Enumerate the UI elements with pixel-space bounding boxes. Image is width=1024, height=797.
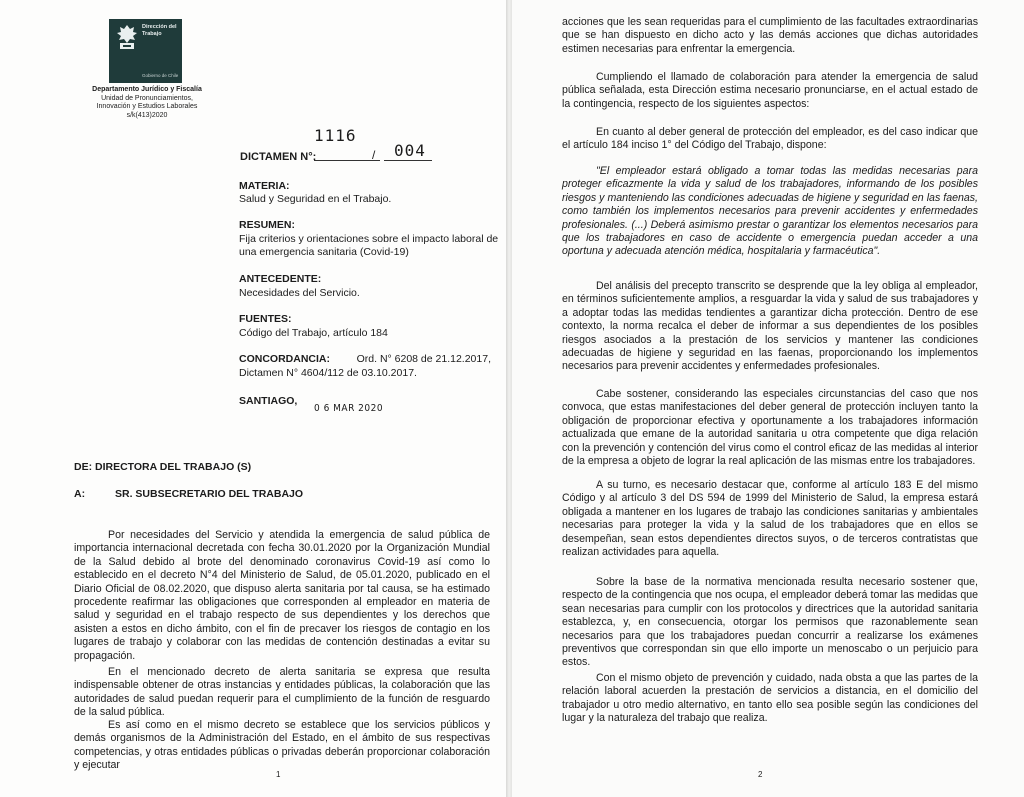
fuentes-label: FUENTES:	[239, 313, 292, 325]
date-stamp: 0 6 MAR 2020	[314, 403, 384, 414]
p2-paragraph-1: Cumpliendo el llamado de colaboración para atender la emergencia de salud pública señalada, esta Dirección estima necesario pronunciarse, en el actual estado de la contingencia, respecto de los siguientes aspectos:	[562, 71, 978, 110]
p2-paragraph-3: Del análisis del precepto transcrito se desprende que la ley obliga al empleador, en términos suficientemente amplios, a resguardar la vida y salud de sus trabajadores y a adoptar todas las medidas tendientes a garantizar dicha protección. Dentro de ese contexto, la norma recalca el deber de informar a sus dependientes de los posibles riesgos asociados a la prestación de los servicios y mantener las condiciones adecuadas de higiene y seguridad en las faenas, proporcionando los implementos necesarios para prevenir accidentes y enfermedades profesionales.	[562, 280, 978, 373]
dictamen-separator: /	[372, 148, 376, 162]
document-page-1	[0, 0, 506, 797]
page-number-2: 2	[758, 770, 763, 779]
p2-paragraph-5: A su turno, es necesario destacar que, conforme al artículo 183 E del mismo Código y al artículo 3 del DS 594 de 1999 del Ministerio de Salud, la empresa estará obligada a mantener en los lugares de trabajo las condiciones sanitarias y ambientales necesarias para proteger la vida y la salud de los trabajadores que en ellos se desempeñan, sean estos dependientes directos suyos, o de terceros contratistas que realizan actividades para aquella.	[562, 479, 978, 559]
fuentes-text: Código del Trabajo, artículo 184	[239, 327, 388, 339]
department-block	[84, 86, 210, 120]
dictamen-suffix-underline	[384, 160, 432, 161]
materia-label: MATERIA:	[239, 180, 290, 192]
page-number-1: 1	[276, 770, 281, 779]
antecedente-text: Necesidades del Servicio.	[239, 287, 360, 299]
resumen-label: RESUMEN:	[239, 219, 296, 231]
to-label: A:	[74, 488, 86, 500]
dictamen-label: DICTAMEN N°:	[240, 151, 317, 163]
to-recipient: SR. SUBSECRETARIO DEL TRABAJO	[115, 488, 304, 500]
body-paragraph-1: Por necesidades del Servicio y atendida la emergencia de salud pública de importancia internacional decretada con fecha 30.01.2020 por la Organización Mundial de la Salud debido al brote del denominado coronavirus Covid-19 así como lo establecido en el decreto N°4 del Ministerio de Salud, de 05.01.2020, publicado en el Diario Oficial de 08.02.2020, que dispuso alerta sanitaria por tal causa, se ha estimado procedente reafirmar las obligaciones que corresponden al empleador en materia de salud y seguridad en el trabajo respecto de sus dependientes y los derechos que asisten a estos en dicho ámbito, con el fin de precaver los riesgos de contagio en los lugares de trabajo y colaborar con las medidas de contención destinadas a evitar su propagación.	[74, 529, 490, 662]
department-title: Departamento Jurídico y Fiscalía	[92, 86, 202, 93]
p2-paragraph-continuation: acciones que les sean requeridas para el cumplimiento de las facultades extraordinarias que se han dispuesto en dicho acto y las demás acciones que dichas autoridades estimen necesarias para enfrentar la emergencia.	[562, 16, 978, 55]
p2-paragraph-2: En cuanto al deber general de protección del empleador, es del caso indicar que el artículo 184 inciso 1° del Código del Trabajo, dispone:	[562, 126, 978, 152]
department-code: s/k(413)2020	[126, 111, 168, 119]
antecedente-label: ANTECEDENTE:	[239, 273, 322, 285]
department-unit-line-1: Unidad de Pronunciamientos,	[101, 94, 193, 102]
coat-of-arms-icon	[114, 23, 140, 53]
dictamen-number: 1116	[314, 126, 357, 145]
body-paragraph-2: En el mencionado decreto de alerta sanitaria se expresa que resulta indispensable obtener de otras instancias y entidades públicas, la colaboración que las autoridades de salud puedan requerir para el cumplimiento de la función de resguardo de la salud pública.	[74, 666, 490, 719]
dictamen-number-underline	[314, 160, 380, 161]
dictamen-suffix: 004	[394, 141, 426, 160]
p2-paragraph-6: Sobre la base de la normativa mencionada resulta necesario sostener que, respecto de la contingencia que nos ocupa, el empleador deberá tomar las medidas que sean necesarias para cumplir con los protocolos y directrices que la autoridad sanitaria establezca, y, en consecuencia, otorgar los permisos que razonablemente sean necesarios para que los trabajadores puedan concurrir a realizarse los exámenes preventivos que correspondan sin que ello importe un menoscabo o un perjuicio para estos.	[562, 576, 978, 669]
santiago-label: SANTIAGO,	[239, 395, 298, 407]
p2-legal-quote: "El empleador estará obligado a tomar todas las medidas necesarias para proteger eficazmente la vida y salud de los trabajadores, informando de los posibles riesgos y manteniendo las condiciones adecuadas de higiene y seguridad en las faenas, como también los implementos necesarios para prevenir accidentes y enfermedades profesionales. (...) Deberá asimismo prestar o garantizar los elementos necesarios para que los trabajadores en caso de accidente o emergencia puedan acceder a una oportuna y adecuada atención médica, hospitalaria y farmacéutica".	[562, 165, 978, 258]
resumen-text-line-2: una emergencia sanitaria (Covid-19)	[239, 246, 409, 258]
from-line: DE: DIRECTORA DEL TRABAJO (S)	[74, 461, 252, 473]
p2-paragraph-7: Con el mismo objeto de prevención y cuidado, nada obsta a que las partes de la relación laboral acuerden la prestación de servicios a distancia, en el domicilio del trabajador u otro medio alternativo, en tanto ello sea posible según las condiciones del lugar y la naturaleza del trabajo que realiza.	[562, 672, 978, 725]
body-paragraph-3: Es así como en el mismo decreto se establece que los servicios públicos y demás organismos de la Administración del Estado, en el ámbito de sus respectivas competencias, y otras entidades públicas o privadas deberán proporcionar colaboración y ejecutar	[74, 719, 490, 772]
concordancia-label: CONCORDANCIA:	[239, 353, 330, 365]
logo-title: Dirección del Trabajo	[142, 24, 177, 37]
p2-paragraph-4: Cabe sostener, considerando las especiales circunstancias del caso que nos convoca, que estas manifestaciones del deber general de protección incluyen tanto la obligación de proporcionar efectiva y oportunamente a los trabajadores información actualizada que emane de la autoridad sanitaria u otra competente que diga relación con la prevención y contención del virus como el control eficaz de las medidas al interior de la empresa a objeto de lograr la real aplicación de las mismas entre los trabajadores.	[562, 388, 978, 468]
logo-subtitle: Gobierno de Chile	[142, 73, 179, 78]
resumen-text-line-1: Fija criterios y orientaciones sobre el impacto laboral de	[239, 233, 499, 245]
department-unit-line-2: Innovación y Estudios Laborales	[96, 103, 198, 110]
document-page-2	[512, 0, 1024, 797]
concordancia-line-1	[239, 353, 491, 365]
direccion-del-trabajo-logo	[109, 19, 182, 83]
concordancia-text-line-1: Ord. N° 6208 de 21.12.2017,	[356, 353, 491, 365]
materia-text: Salud y Seguridad en el Trabajo.	[239, 193, 392, 205]
concordancia-text-line-2: Dictamen N° 4604/112 de 03.10.2017.	[239, 367, 417, 379]
